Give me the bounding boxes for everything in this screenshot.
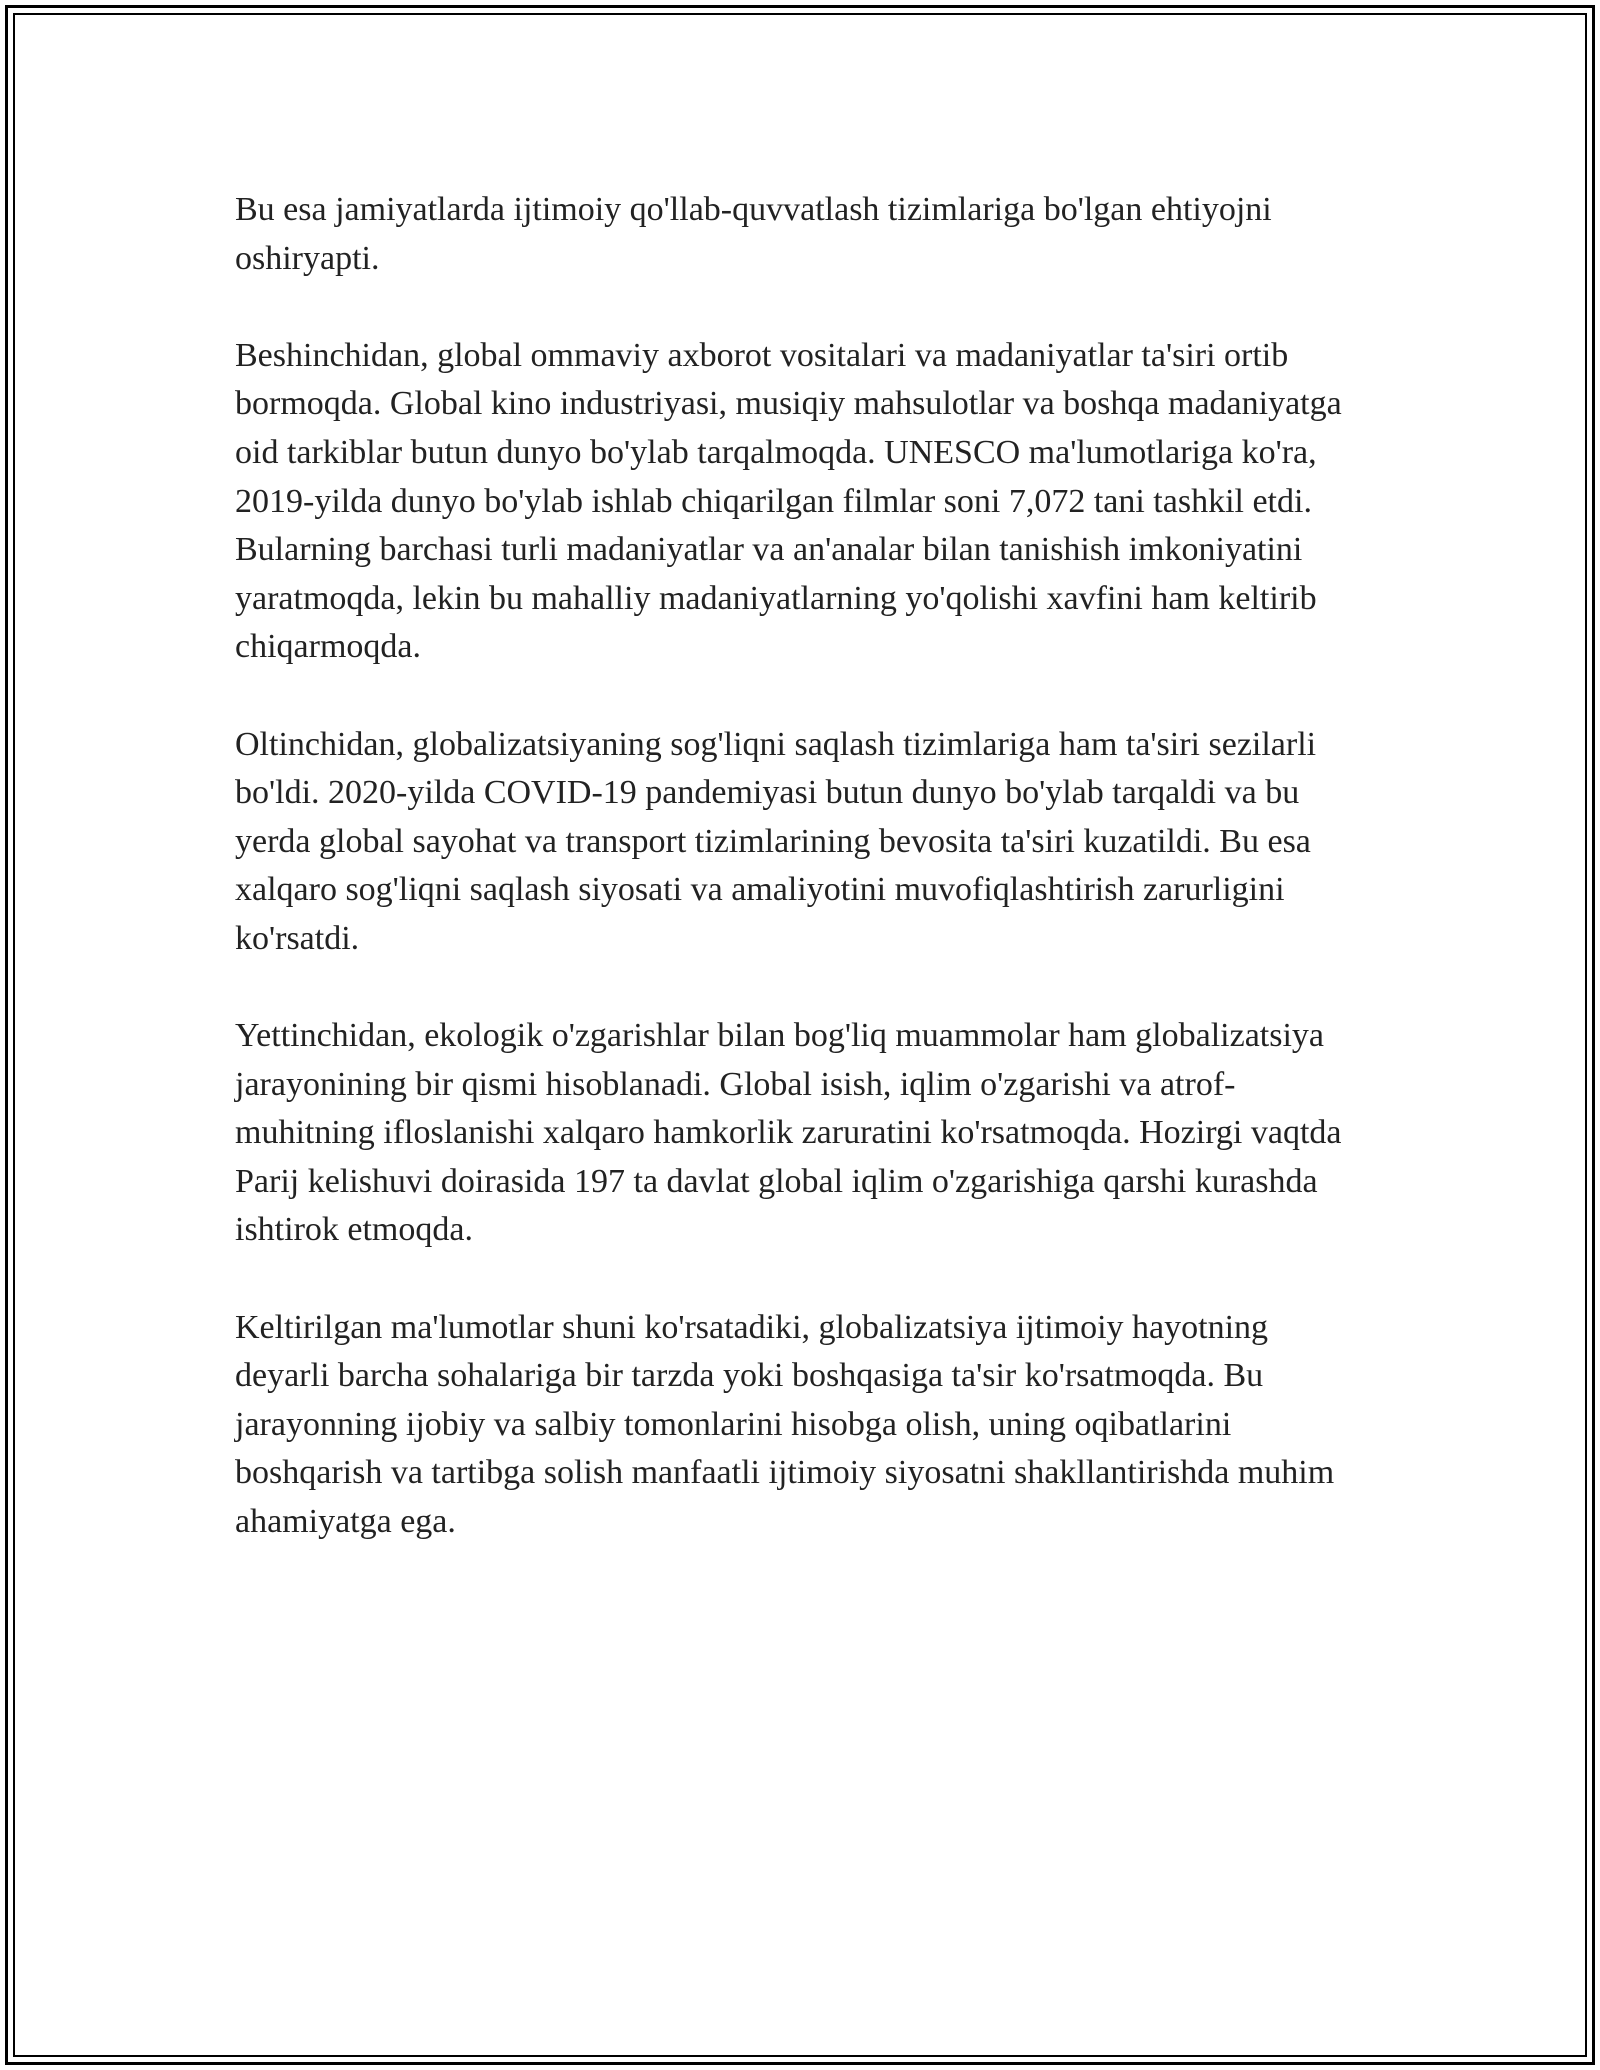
paragraph-2: Beshinchidan, global ommaviy axborot vositalari va madaniyatlar ta'siri ortib bormoqda. Global kino industriyasi, musiqiy mahsulotlar va boshqa madaniyatga oid tarkiblar butun dunyo bo'ylab tarqalmoqda. UNESCO ma'lumotlariga ko'ra, 2019-yilda dunyo bo'ylab ishlab chiqarilgan filmlar soni 7,072 tani tashkil etdi. Bularning barchasi turli madaniyatlar va an'analar bilan tanishish imkoniyatini yaratmoqda, lekin bu mahalliy madaniyatlarning yo'qolishi xavfini ham keltirib chiqarmoqda.: [235, 336, 1342, 666]
document-body: [235, 186, 1365, 1595]
paragraph-3: Oltinchidan, globalizatsiyaning sog'liqni saqlash tizimlariga ham ta'siri sezilarli bo'ldi. 2020-yilda COVID-19 pandemiyasi butun dunyo bo'ylab tarqaldi va bu yerda global sayohat va transport tizimlarining bevosita ta'siri kuzatildi. Bu esa xalqaro sog'liqni saqlash siyosati va amaliyotini muvofiqlashtirish zarurligini ko'rsatdi.: [235, 725, 1317, 957]
paragraph-1: Bu esa jamiyatlarda ijtimoiy qo'llab-quvvatlash tizimlariga bo'lgan ehtiyojni oshiryapti.: [235, 191, 1272, 277]
paragraph-4: Yettinchidan, ekologik o'zgarishlar bilan bog'liq muammolar ham globalizatsiya jarayonining bir qismi hisoblanadi. Global isish, iqlim o'zgarishi va atrof-muhitning ifloslanishi xalqaro hamkorlik zaruratini ko'rsatmoqda. Hozirgi vaqtda Parij kelishuvi doirasida 197 ta davlat global iqlim o'zgarishiga qarshi kurashda ishtirok etmoqda.: [235, 1017, 1342, 1249]
paragraph-5: Keltirilgan ma'lumotlar shuni ko'rsatadiki, globalizatsiya ijtimoiy hayotning deyarli barcha sohalariga bir tarzda yoki boshqasiga ta'sir ko'rsatmoqda. Bu jarayonning ijobiy va salbiy tomonlarini hisobga olish, uning oqibatlarini boshqarish va tartibga solish manfaatli ijtimoiy siyosatni shakllantirishda muhim ahamiyatga ega.: [235, 1308, 1335, 1541]
